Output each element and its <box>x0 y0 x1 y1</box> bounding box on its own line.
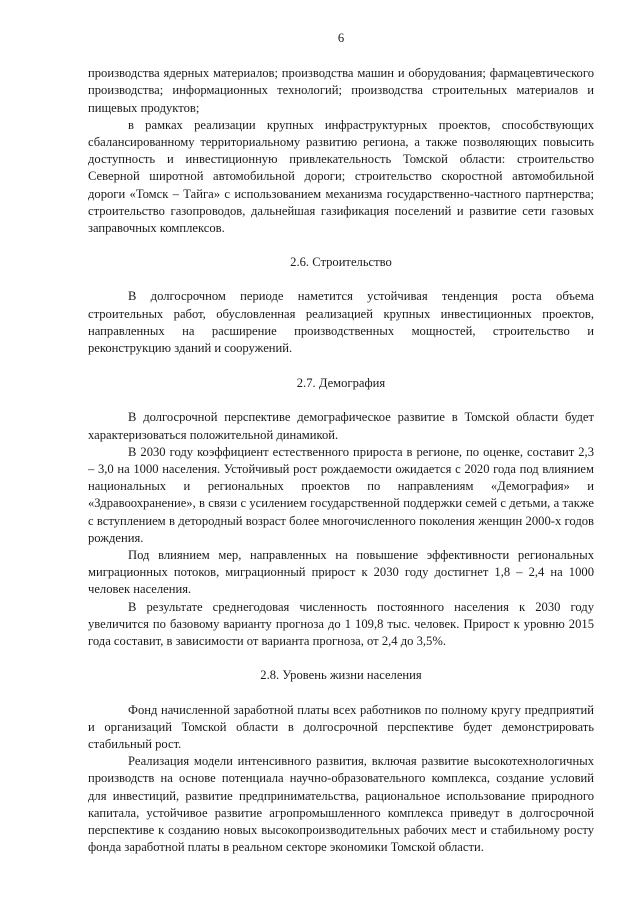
demography-paragraph-3: Под влиянием мер, направленных на повышение эффективности региональных миграционных потоков, миграционный прирост к 2030 году достигнет 1,8 – 2,4 на 1000 человек населения. <box>88 548 594 597</box>
section-heading-construction: 2.6. Строительство <box>290 255 392 270</box>
demography-paragraph-2: В 2030 году коэффициент естественного прироста в регионе, по оценке, составит 2,3 – 3,0 на 1000 населения. Устойчивый рост рождаемости ожидается с 2020 года под влиянием национальных и региональных проектов по направлениям «Демография» и «Здравоохранение», в связи с усилением государственной поддержки семей с детьми, а также с вступлением в детородный возраст более многочисленного поколения женщин 2000-х годов рождения. <box>88 444 594 545</box>
intro-paragraph-2: в рамках реализации крупных инфраструктурных проектов, способствующих сбалансированному территориальному развитию региона, а также позволяющих повысить доступность и инвестиционную привлекательность Томской области: строительство Северной широтной автомобильной дороги; строительство скоростной автомобильной дороги «Томск – Тайга» с использованием механизма государственно-частного партнерства; строительство газопроводов, дальнейшая газификация поселений и развитие сети газовых заправочных комплексов. <box>88 117 594 236</box>
living-standards-paragraph-1: Фонд начисленной заработной платы всех работников по полному кругу предприятий и организаций Томской области в долгосрочной перспективе будет демонстрировать стабильный рост. <box>88 702 594 751</box>
intro-paragraph-1: производства ядерных материалов; производства машин и оборудования; фармацевтического производства; информационных технологий; производства строительных материалов и пищевых продуктов; <box>88 66 594 115</box>
living-standards-paragraph-2: Реализация модели интенсивного развития, включая развитие высокотехнологичных производств на основе потенциала научно-образовательного комплекса, создание условий для инвестиций, развитие предпринимательства, рациональное использование природного капитала, устойчивое развитие агропромышленного комплекса приведут в долгосрочной перспективе к созданию новых высокопроизводительных рабочих мест и стабильному росту фонда заработной платы в реальном секторе экономики Томской области. <box>88 754 594 855</box>
demography-paragraph-1: В долгосрочной перспективе демографическое развитие в Томской области будет характеризоваться положительной динамикой. <box>88 410 594 442</box>
demography-paragraph-4: В результате среднегодовая численность постоянного населения к 2030 году увеличится по базовому варианту прогноза до 1 109,8 тыс. человек. Прирост к уровню 2015 года составит, в зависимости от варианта прогноза, от 2,4 до 3,5%. <box>88 599 594 649</box>
construction-paragraph-1: В долгосрочном периоде наметится устойчивая тенденция роста объема строительных работ, обусловленная реализацией крупных инвестиционных проектов, направленных на расширение производственных мощностей, строительство и реконструкцию зданий и сооружений. <box>88 289 594 356</box>
document-page <box>88 30 594 856</box>
page-number: 6 <box>337 31 345 45</box>
section-heading-demography: 2.7. Демография <box>296 376 386 391</box>
section-heading-living-standards: 2.8. Уровень жизни населения <box>260 668 422 683</box>
